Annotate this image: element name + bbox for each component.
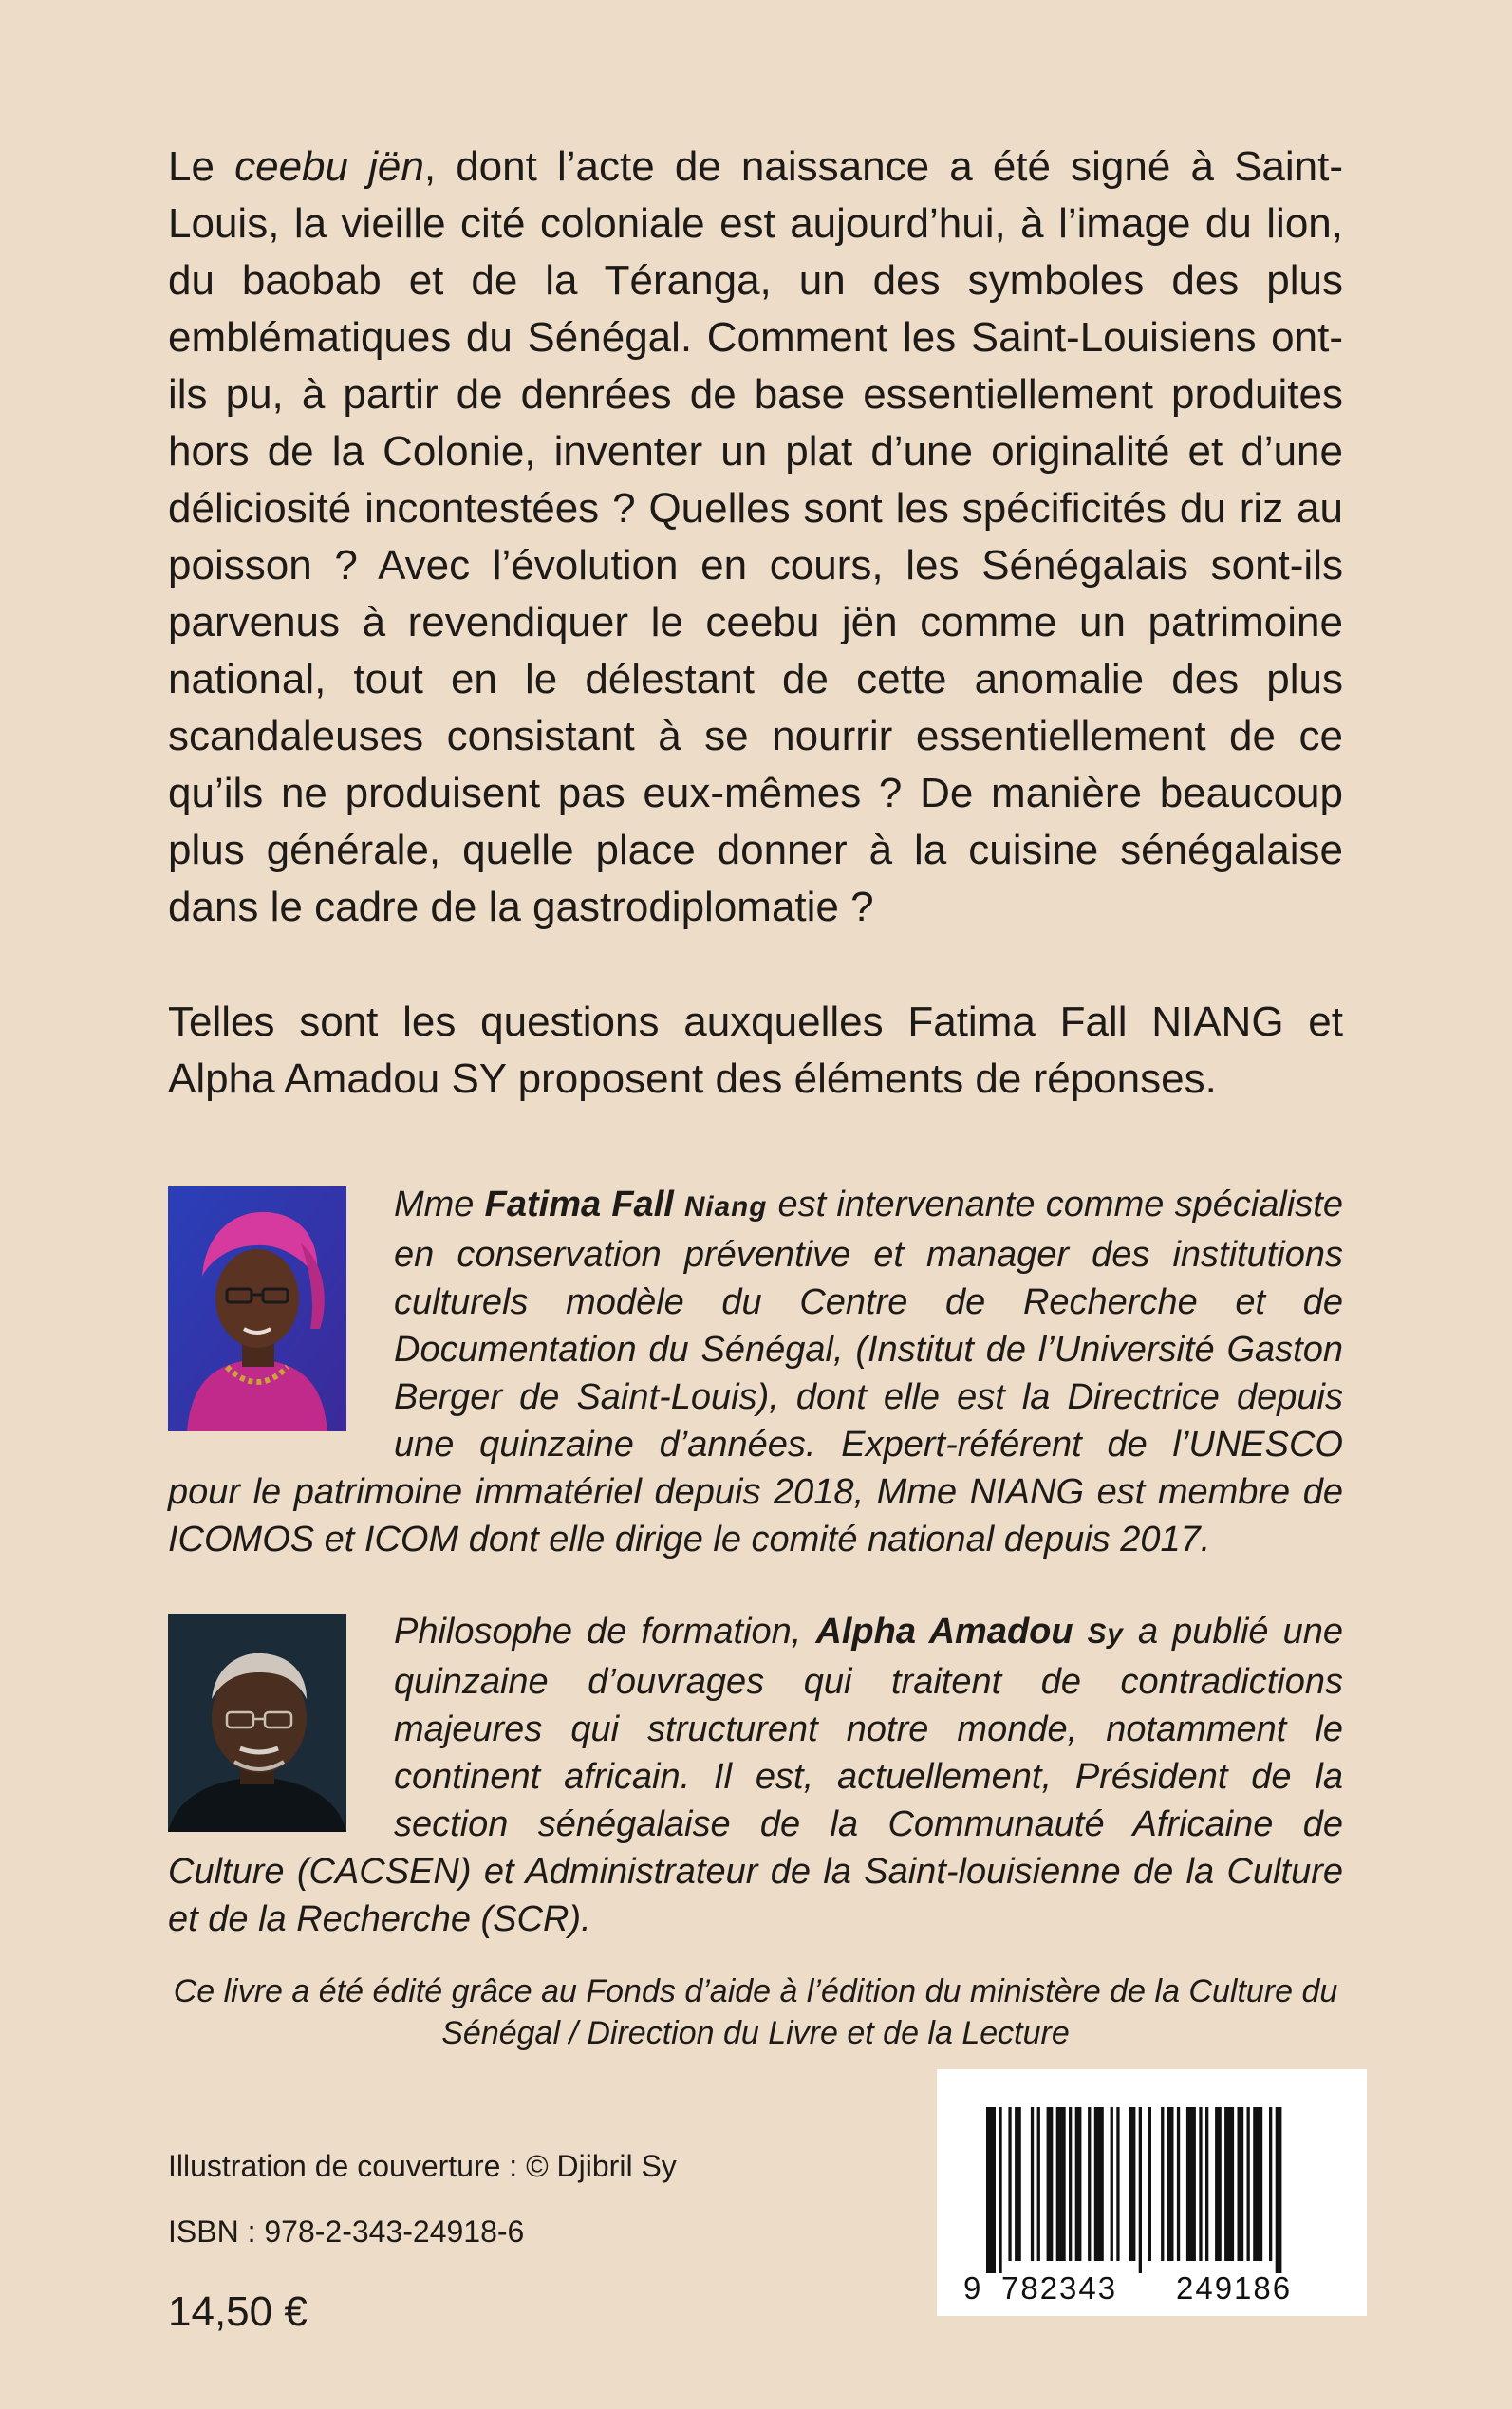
bio-prefix: Philosophe de formation, (394, 1612, 816, 1652)
author-bio-niang (168, 1181, 1343, 1563)
barcode-bar (1008, 2107, 1011, 2261)
summary-body: , dont l’acte de naissance a été signé à Saint-Louis, la vieille cité coloniale est aujourd’hui, à l’image du lion, du baobab et de la Téranga, un des symboles des plus emblématiques du Sénégal. Comment les Saint-Louisiens ont-ils pu, à partir de denrées de base essentiellement produites hors de la Colonie, inventer un plat d’une originalité et d’une déliciosité incontestées ? Quelles sont les spécificités du riz au poisson ? Avec l’évolution en cours, les Sénégalais sont-ils parvenus à revendiquer le ceebu jën comme un patrimoine national, tout en le délestant de cette anomalie des plus scandaleuses consistant à se nourrir essentiellement de ce qu’ils ne produisent pas eux-mêmes ? De manière beaucoup plus générale, quelle place donner à la cuisine sénégalaise dans le cadre de la gastrodiplomatie ? (168, 143, 1344, 930)
barcode-bar (1088, 2107, 1091, 2261)
summary-intro: Le (168, 143, 235, 190)
barcode-bar (1111, 2107, 1113, 2261)
barcode-bar (1247, 2107, 1250, 2261)
barcode-bar (1199, 2107, 1202, 2261)
bio-text: a publié une quinzaine d’ouvrages qui traitent de contradictions majeures qui structurent notre monde, notamment le continent africain. Il est, actuellement, Président de la section sénégalaise de la Communauté Africaine de Culture (CACSEN) et Administrateur de la Saint-louisienne de la Culture et de la Recherche (SCR). (168, 1612, 1343, 1939)
funding-note: Ce livre a été édité grâce au Fonds d’aide à l’édition du ministère de la Culture du Sénégal / Direction du Livre et de la Lecture (173, 1973, 1338, 2051)
barcode-bar (1069, 2107, 1072, 2261)
author-surname: Niang (684, 1191, 768, 1223)
barcode-bar (1224, 2107, 1234, 2261)
barcode-bar (1276, 2107, 1282, 2273)
barcode-bar (1205, 2107, 1208, 2261)
back-cover-summary (168, 139, 1343, 936)
author-name: Alpha Amadou (815, 1612, 1088, 1652)
barcode-first-digit: 9 (963, 2270, 981, 2306)
cover-illustration-credit: Illustration de couverture : © Djibril Sy (168, 2149, 677, 2183)
barcode-icon (937, 2069, 1367, 2316)
barcode-bar (1238, 2107, 1244, 2261)
bio-text: est intervenante comme spécialiste en conservation préventive et manager des institutions culturels modèle du Centre de Recherche et de Documentation du Sénégal, (Institut de l’Université Gaston Berger de Saint-Louis), dont elle est la Directrice depuis une quinzaine d’années. Expert-référent de l’UNESCO pour le patrimoine immatériel depuis 2018, Mme NIANG est membre de ICOMOS et ICOM dont elle dirige le comité national depuis 2017. (168, 1185, 1343, 1559)
barcode-bar (1177, 2107, 1180, 2261)
author-name: Fatima Fall (484, 1185, 685, 1224)
barcode-bars (986, 2107, 1281, 2273)
author-surname: Sy (1087, 1618, 1124, 1650)
bio-prefix: Mme (394, 1185, 485, 1224)
summary-conclusion: Telles sont les questions auxquelles Fatima Fall NIANG et Alpha Amadou SY proposent des éléments de réponses. (168, 999, 1343, 1102)
author-portrait-woman-icon (168, 1186, 346, 1431)
barcode-bar (1047, 2107, 1054, 2261)
barcode-group-2: 249186 (1176, 2270, 1293, 2306)
author-portrait-man-icon (168, 1614, 346, 1832)
barcode-bar (1253, 2107, 1262, 2261)
dish-name: ceebu jën (234, 143, 424, 190)
author-photo-niang (168, 1186, 346, 1431)
barcode-bar (1037, 2107, 1040, 2261)
barcode-bar (1094, 2107, 1104, 2261)
price: 14,50 € (168, 2288, 308, 2335)
author-photo-sy (168, 1614, 346, 1832)
barcode-bar (1148, 2107, 1151, 2261)
barcode-bar (1139, 2107, 1142, 2273)
barcode-group-1: 782343 (1001, 2270, 1118, 2306)
barcode-bar (1031, 2107, 1034, 2261)
isbn-text: ISBN : 978-2-343-24918-6 (168, 2214, 525, 2249)
isbn-barcode (937, 2069, 1367, 2316)
author-bio-sy (168, 1608, 1343, 1943)
barcode-bar (1161, 2107, 1164, 2261)
barcode-bar (1116, 2107, 1119, 2261)
barcode-bar (1167, 2107, 1174, 2261)
barcode-bar (1056, 2107, 1066, 2261)
barcode-bar (1186, 2107, 1196, 2261)
barcode-bar (1129, 2107, 1136, 2261)
barcode-bar (1215, 2107, 1222, 2261)
barcode-bar (1015, 2107, 1021, 2261)
barcode-bar (1075, 2107, 1082, 2261)
barcode-bar (999, 2107, 1001, 2273)
barcode-bar (1269, 2107, 1272, 2261)
barcode-bar (986, 2107, 996, 2273)
